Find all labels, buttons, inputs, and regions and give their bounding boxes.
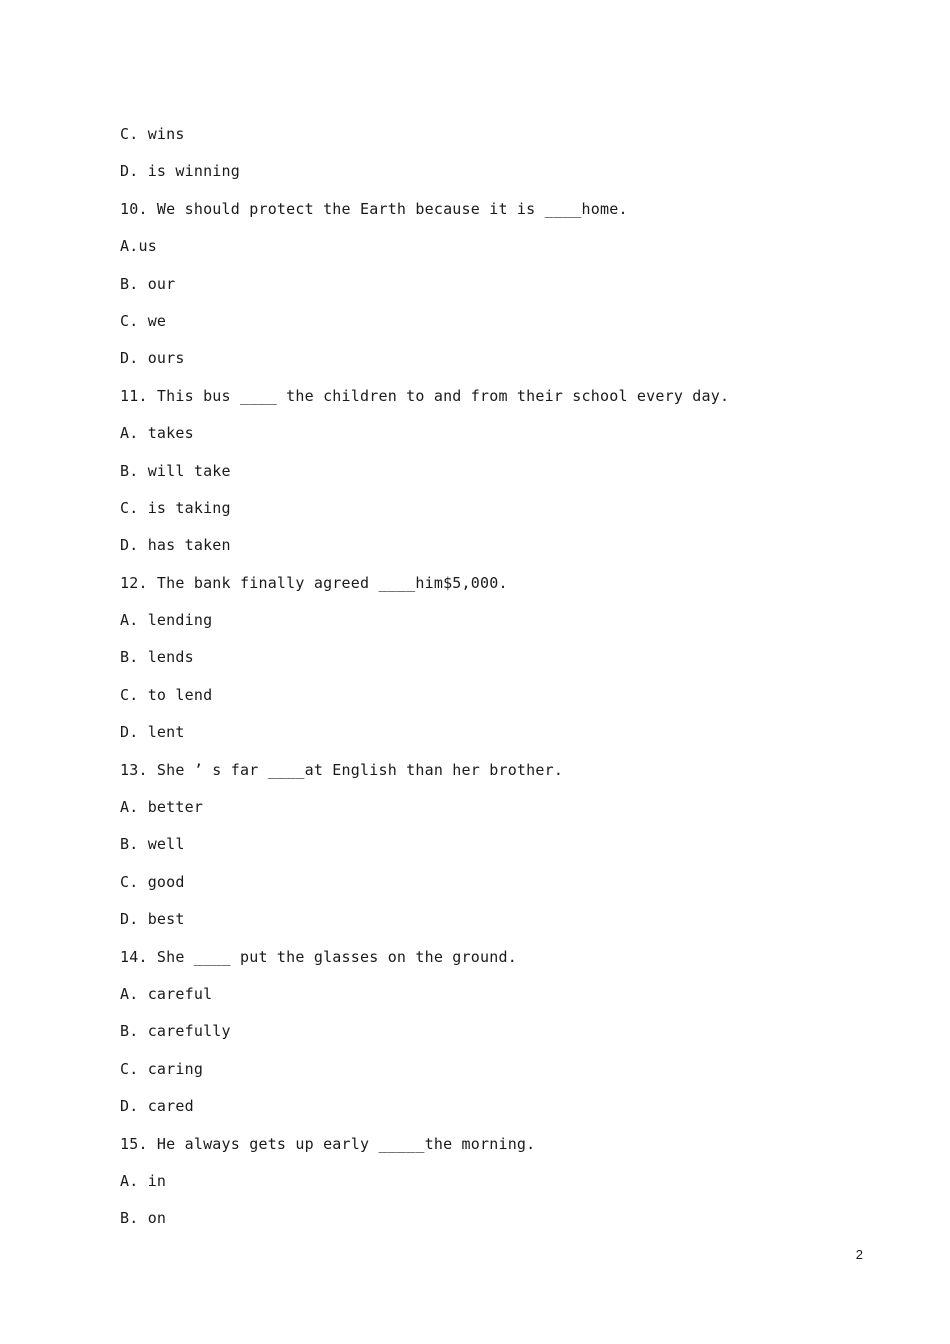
- option-line: C. to lend: [120, 685, 213, 704]
- option-line: B. carefully: [120, 1022, 231, 1041]
- question-line: 12. The bank finally agreed ____him$5,000.: [120, 573, 508, 592]
- option-line: D. cared: [120, 1097, 194, 1116]
- option-line: A. in: [120, 1171, 167, 1190]
- option-line: C. caring: [120, 1059, 204, 1078]
- option-line: C. we: [120, 311, 167, 330]
- option-line: C. good: [120, 872, 185, 891]
- question-line: 15. He always gets up early _____the morning.: [120, 1134, 536, 1153]
- option-line: D. best: [120, 910, 185, 929]
- question-line: 10. We should protect the Earth because it is ____home.: [120, 199, 628, 218]
- option-line: A. better: [120, 798, 204, 817]
- option-line: A. takes: [120, 424, 194, 443]
- question-line: 11. This bus ____ the children to and from their school every day.: [120, 386, 730, 405]
- option-line: B. on: [120, 1209, 167, 1228]
- option-line: A. careful: [120, 984, 213, 1003]
- option-line: B. our: [120, 274, 176, 293]
- page-number: 2: [855, 1247, 863, 1262]
- option-line: A. lending: [120, 611, 213, 630]
- option-line: D. ours: [120, 349, 185, 368]
- question-line: 13. She ’ s far ____at English than her brother.: [120, 760, 564, 779]
- question-line: 14. She ____ put the glasses on the ground.: [120, 947, 517, 966]
- option-line: C. is taking: [120, 498, 231, 517]
- option-line: B. will take: [120, 461, 231, 480]
- option-line: D. lent: [120, 723, 185, 742]
- option-line: B. lends: [120, 648, 194, 667]
- option-line: B. well: [120, 835, 185, 854]
- question-list: [120, 124, 860, 1246]
- option-line: D. has taken: [120, 536, 231, 555]
- option-line: A.us: [120, 237, 157, 256]
- option-line: C. wins: [120, 125, 185, 143]
- option-line: D. is winning: [120, 162, 240, 181]
